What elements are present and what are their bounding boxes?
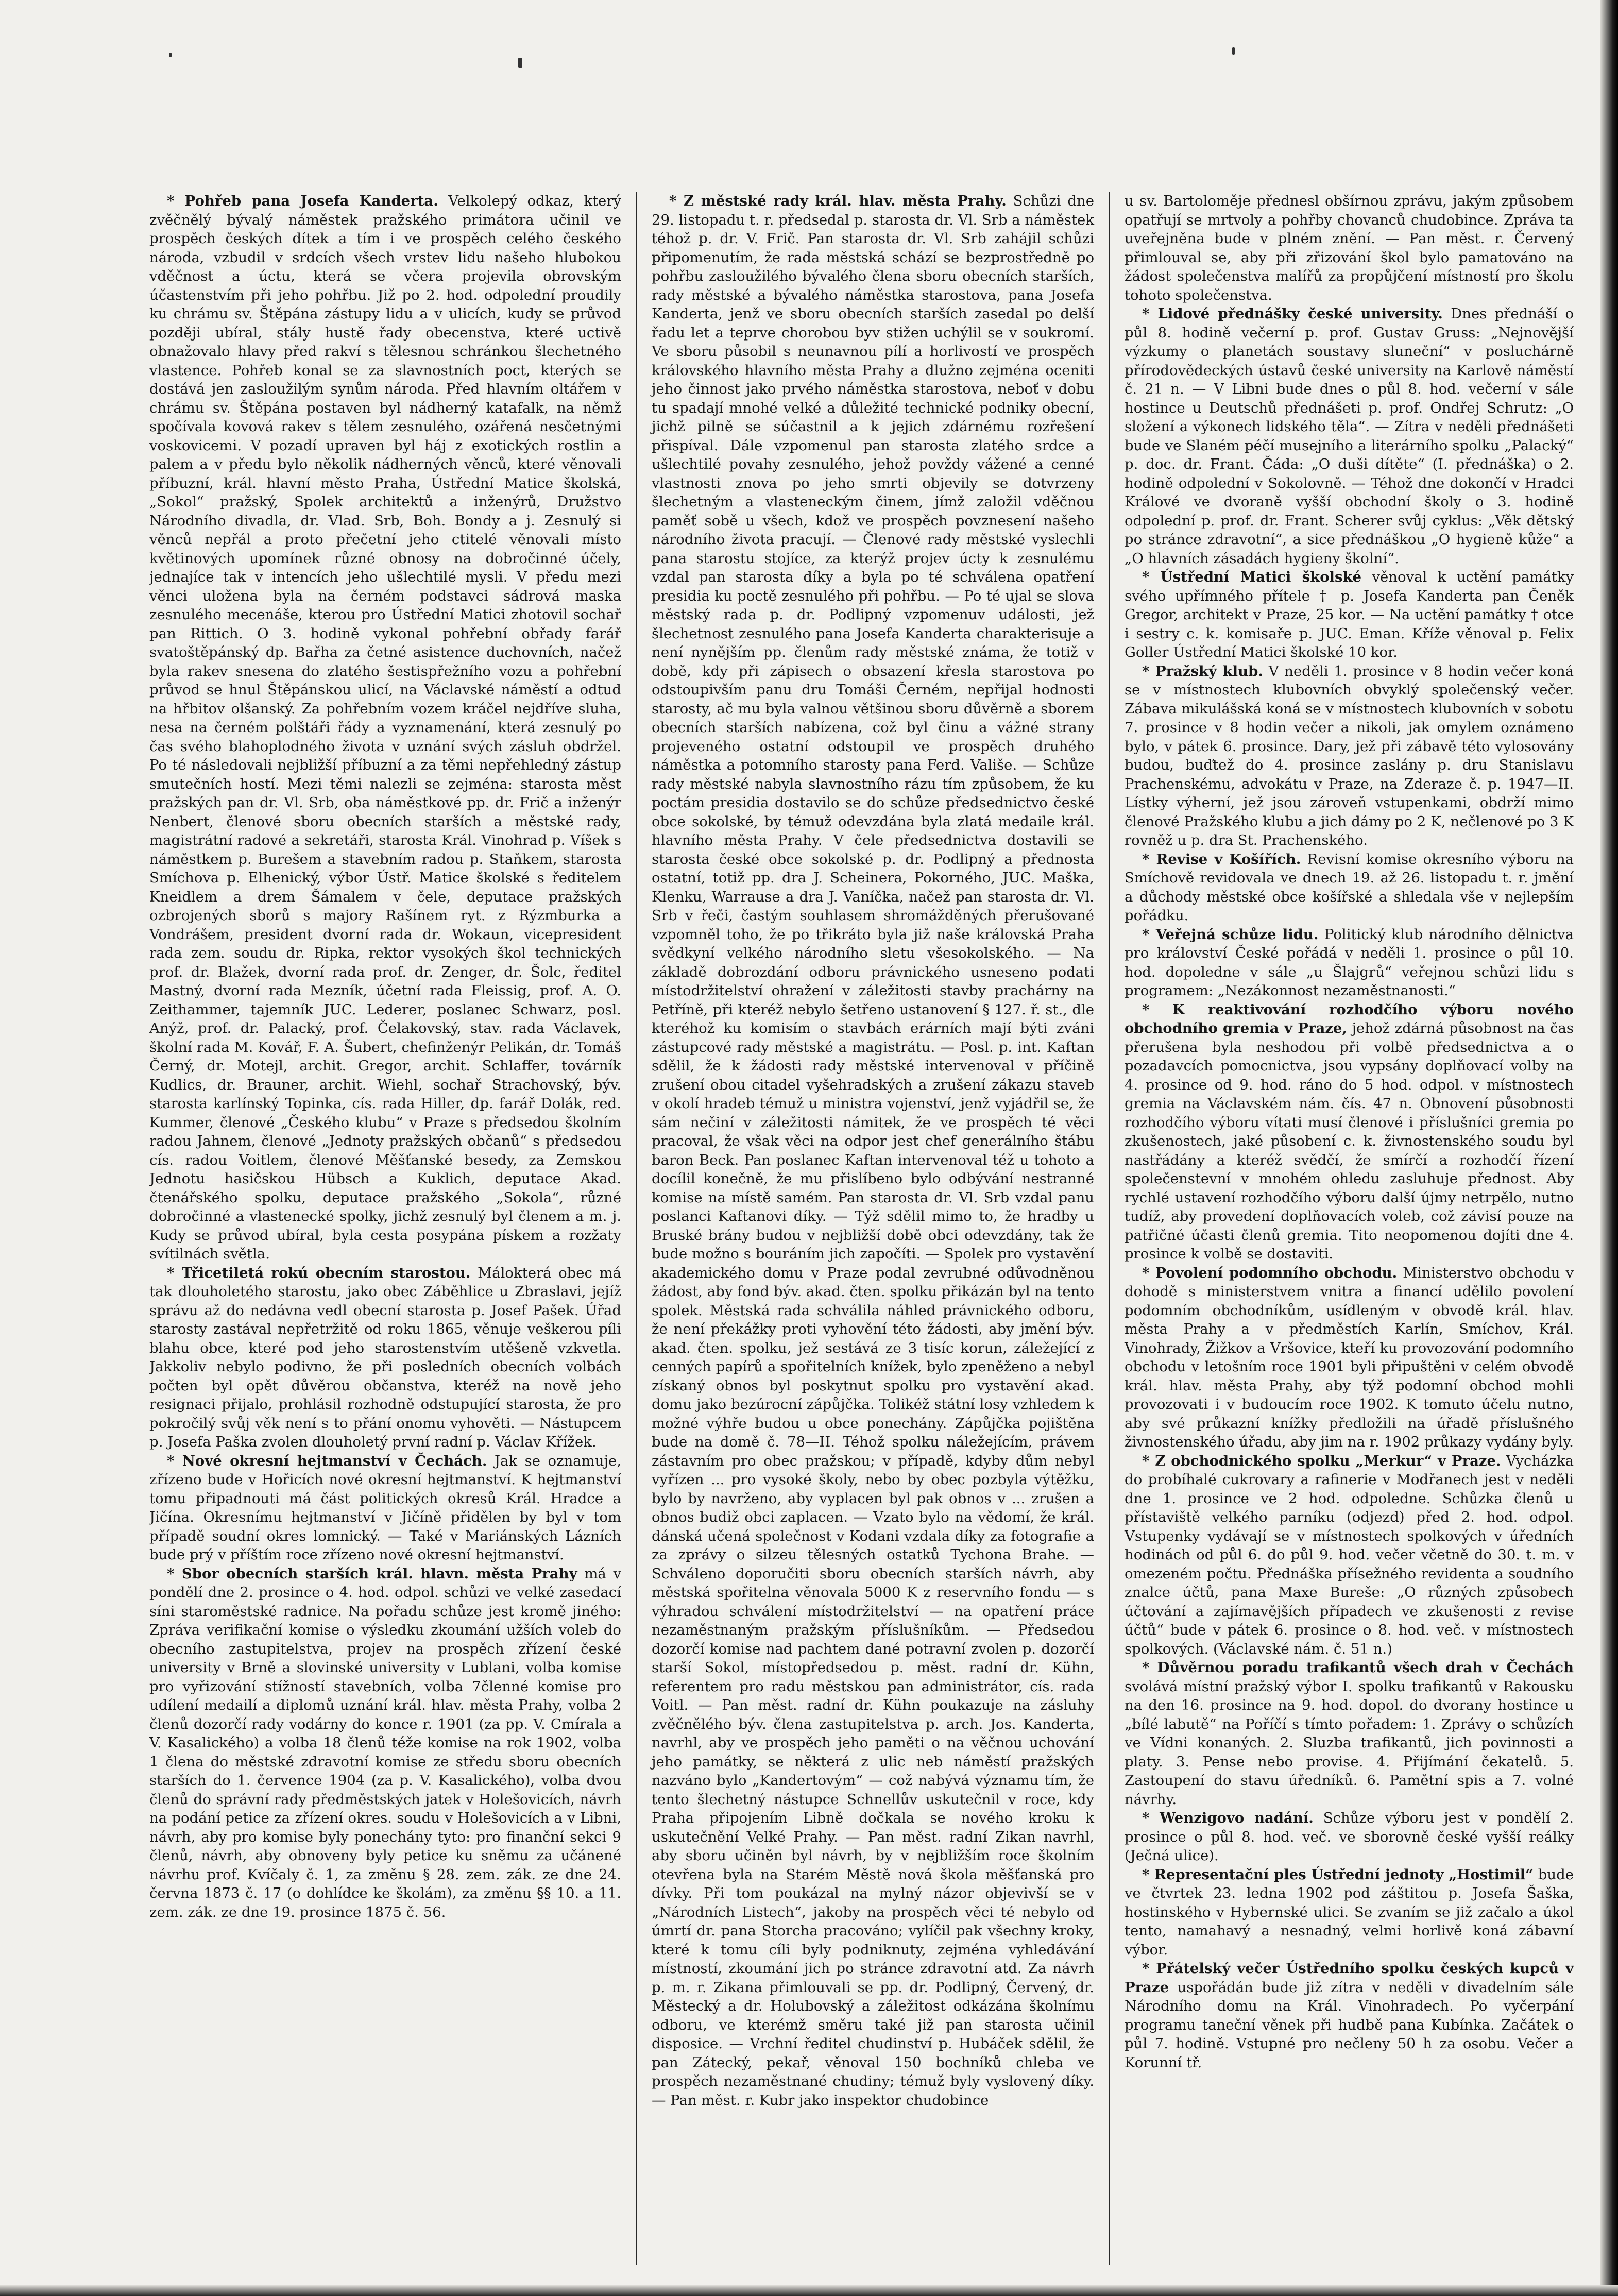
article-heading: * Pohřeb pana Josefa Kanderta. xyxy=(167,193,438,209)
article-body: Jak se oznamuje, zřízeno bude v Hořicích nové okresní hejtmanství. K hejtmanství tomu připadnouti má část politických okresů Král. Hradce a Jičína. Okresnímu hejtmanství v Jičíně přidělen by byl v tom případě soudní okres lomnický. — Také v Mariánských Lázních bude prý v příštím roce zřízeno nové okresní hejtmanství. xyxy=(149,1452,622,1563)
article-body: Schůze výboru jest v pondělí 2. prosince o půl 8. hod. več. ve sborovně české vyšší reálky (Ječná ulice). xyxy=(1125,1810,1574,1864)
article-heading: * Povolení podomního obchodu. xyxy=(1142,1264,1398,1281)
article-heading: * Nové okresní hejtmanství v Čechách. xyxy=(167,1452,487,1469)
article xyxy=(1125,1959,1574,2072)
article-body: Velkolepý odkaz, který zvěčnělý bývalý náměstek pražského primátora učinil ve prospěch českých dítek a tím i ve prospěch celého českého národa, vzbudil v srdcích všech vrstev lidu našeho hlubokou vděčnost a úctu, která se včera projevila obrovským účastenstvím při jeho pohřbu. Již po 2. hod. odpolední proudily ku chrámu sv. Štěpána zástupy lidu a v ulicích, kudy se průvod později ubíral, stály hustě řady obecenstva, které uctivě obnažovalo hlavy před rakví s tělesnou schránkou šlechetného vlastence. Pohřeb konal se za slavnostních poct, kterých se dostává jen zasloužilým synům národa. Před hlavním oltářem v chrámu sv. Štěpána postaven byl nádherný katafalk, na němž spočívala kovová rakev s tělem zesnulého, ozářená nesčetnými voskovicemi. V pozadí upraven byl háj z exotických rostlin a palem a v předu bylo několik nádherných věnců, které věnovali příbuzní, král. hlavní město Praha, Ústřední Matice školská, „Sokol“ pražský, Spolek architektů a inženýrů, Družstvo Národního divadla, dr. Vlad. Srb, Boh. Bondy a j. Zesnulý si věnců nepřál a proto přečetní jeho ctitelé věnovali místo květinových upomínek různé obnosy na dobročinné účely, jednajíce tak v intencích jeho ušlechtilé mysli. V předu mezi věnci uložena byla na černém podstavci sádrová maska zesnulého mecenáše, kterou pro Ústřední Matici zhotovil sochař pan Rittich. O 3. hodině vykonal pohřební obřady farář svatoštěpánský dp. Bařha za četné asistence duchovních, načež byla rakev snesena do zlatého šestispřežního vozu a pohřební průvod se hnul Štěpánskou ulicí, na Václavské náměstí a odtud na hřbitov olšanský. Za pohřebním vozem kráčel nejdříve sluha, nesa na černém polštáři řády a vyznamenání, která zesnulý po čas svého blahoplodného života v uznání svých zásluh obdržel. Po té následovali nejbližší příbuzní a za těmi nepřehledný zástup smutečních hostí. Mezi těmi nalezli se zejména: starosta měst pražských pan dr. Vl. Srb, oba náměstkové pp. dr. Frič a inženýr Nenbert, členové sboru obecních starších a městské rady, magistrátní radové a sekretáři, starosta Král. Vinohrad p. Víšek s náměstkem p. Burešem a stavebním radou p. Staňkem, starosta Smíchova p. Elhenický, výbor Ústř. Matice školské s ředitelem Kneidlem a drem Šámalem v čele, deputace pražských ozbrojených sborů s majory Rašínem ryt. z Rýzmburka a Vondrášem, president dvorní rada dr. Wokaun, vicepresident rada zem. soudu dr. Ripka, rektor vysokých škol technických prof. dr. Blažek, dvorní rada prof. dr. Zenger, dr. Šolc, ředitel Mastný, dvorní rada Mezník, účetní rada Fleissig, prof. A. O. Zeithammer, tajemník JUC. Lederer, poslanec Schwarz, posl. Anýž, prof. dr. Palacký, prof. Čelakovský, stav. rada Václavek, školní rada M. Kovář, F. A. Šubert, chefinženýr Pelikán, dr. Tomáš Černý, dr. Motejl, archit. Gregor, archit. Schlaffer, továrník Kudlics, dr. Brauner, archit. Wiehl, sochař Strachovský, býv. starosta karlínský Topinka, cís. rada Hiller, dp. farář Dolák, red. Kummer, členové „Českého klubu“ v Praze s předsedou školním radou Jahnem, členové „Jednoty pražských občanů“ s předsedou cís. radou Voitlem, členové Měšťanské besedy, za Zemskou Jednotu hasičskou Hübsch a Kuklich, deputace Akad. čtenářského spolku, deputace pražského „Sokola“, různé dobročinné a vlastenecké spolky, jichž zesnulý byl členem a m. j. Kudy se průvod ubíral, byla cesta posypána pískem a rozžaty svítilnách světla. xyxy=(149,193,622,1262)
article-body: Ministerstvo obchodu v dohodě s ministerstvem vnitra a financí udělilo povolení podomním obchodníkům, usídleným v obvodě král. hlav. města Prahy a v předměstích Karlín, Smíchov, Král. Vinohrady, Žižkov a Vršovice, kteří ku provozování podomního obchodu v letošním roce 1901 byli připuštěni v celém obvodě král. hlav. města Prahy, aby týž podomní obchod mohli provozovati i v budoucím roce 1902. K tomuto účelu nutno, aby své průkazní knížky předložili na úřadě příslušného živnostenského úřadu, aby jim na r. 1902 průkazy vydány byly. xyxy=(1125,1264,1574,1450)
article-body: Málokterá obec má tak dlouholetého starostu, jako obec Záběhlice u Zbraslavi, jejíž správu až do nedávna vedl obecní starosta p. Josef Pašek. Úřad starosty zastával nepřetržitě od roku 1865, věnuje veškerou píli blahu obce, které pod jeho starostenstvím utěšeně vzkvetla. Jakkoliv nebylo podivno, že při posledních obecních volbách počten byl opět důvěrou občanstva, kteréž na nově jeho resignaci přijalo, prohlásil rozhodně odstupující starosta, že pro pokročilý svůj věk není s to přání onomu vyhověti. — Nástupcem p. Josefa Paška zvolen dlouholetý první radní p. Václav Křížek. xyxy=(149,1264,621,1450)
article xyxy=(652,192,1094,2110)
article-body: Revisní komise okresního výboru na Smíchově revidovala ve dnech 19. až 26. listopadu t. r. jmění a důchody městské obce košířské a shledala vše v nejlepším pořádku. xyxy=(1125,851,1574,924)
column-3 xyxy=(1109,192,1574,2265)
scan-edge-right xyxy=(1600,0,1618,2296)
article xyxy=(149,1564,621,1922)
article xyxy=(1125,925,1574,1000)
article xyxy=(1125,1264,1574,1452)
article-heading: * Z obchodnického spolku „Merkur“ v Praze. xyxy=(1142,1452,1501,1469)
article-body: bude ve čtvrtek 23. ledna 1902 pod záštitou p. Josefa Šaška, hostinského v Hybernské ulici. Se zvaním se již začalo a úkol tento, namahavý a nesnadný, velmi horlivě koná zábavní výbor. xyxy=(1125,1866,1574,1958)
article-body: V neděli 1. prosince v 8 hodin večer koná se v místnostech klubovních obvyklý společenský večer. Zábava mikulášská koná se v místnostech klubovních v sobotu 7. prosince v 8 hodin večer a nikoli, jak omylem oznámeno bylo, v pátek 6. prosince. Dary, jež při zábavě této vylosovány budou, buďtež do 4. prosince zaslány p. dru Stanislavu Prachenskému, advokátu v Praze, na Zderaze č. p. 1947—II. Lístky výherní, jež jsou zároveň vstupenkami, obdrží mimo členové Pražského klubu a jich dámy po 2 K, nečlenové po 3 K rovněž u p. dra St. Prachenského. xyxy=(1125,662,1574,848)
article xyxy=(1125,1865,1574,1960)
article-heading: * Revise v Košířích. xyxy=(1142,851,1301,868)
article-heading: * Pražský klub. xyxy=(1142,662,1263,679)
ink-speck xyxy=(169,53,172,57)
article-body: věnoval k uctění památky svého upřímného přítele † p. Josefa Kanderta pan Čeněk Gregor, architekt v Praze, 25 kor. — Na uctění památky † otce i sestry c. k. komisaře p. JUC. Eman. Kříže věnoval p. Felix Goller Ústřední Matici školské 10 kor. xyxy=(1125,569,1574,660)
article xyxy=(1125,1452,1574,1659)
article-body: Vycházka do probíhalé cukrovary a rafinerie v Modřanech jest v neděli dne 1. prosince ve 2 hod. odpoledne. Schůzka členů u přístaviště velkého parníku (odjezd) před 2. hod. odpol. Vstupenky vydávají se v místnostech spolkových v úředních hodinách od půl 6. do půl 9. hod. večer včetně do 30. t. m. v omezeném počtu. Přednáška přísežného revidenta a soudního znalce účtů, pana Maxe Bureše: „O různých způsobech účtování a zajímavějších případech ve zkušenosti z revise účtů“ bude v pátek 6. prosince o 8. hod. več. v místnostech spolkových. (Václavské nám. č. 51 n.) xyxy=(1125,1452,1574,1657)
article-body: Politický klub národního dělnictva pro království České pořádá v neděli 1. prosince o půl 10. hod. dopoledne v sále „u Šlajgrů“ veřejnou schůzi lidu s programem: „Nezákonnost nezaměstnanosti.“ xyxy=(1125,926,1574,999)
article-heading: * Z městské rady král. hlav. města Prahy. xyxy=(669,193,1007,209)
article xyxy=(1125,662,1574,850)
article-heading: * Wenzigovo nadání. xyxy=(1142,1810,1314,1826)
scan-edge-bottom xyxy=(0,2285,1618,2296)
column-1 xyxy=(149,192,636,2265)
article-heading: * Důvěrnou poradu trafikantů všech drah v Čechách xyxy=(1142,1659,1574,1676)
article xyxy=(149,1452,621,1564)
column-2 xyxy=(636,192,1109,2265)
article xyxy=(149,1264,621,1452)
article-heading: * Třicetiletá rokú obecním starostou. xyxy=(167,1264,471,1281)
article-body: uspořádán bude již zítra v neděli v divadelním sále Národního domu na Král. Vinohradech. Po vyčerpání programu taneční věnek při hudbě pana Kubínka. Začátek o půl 7. hodině. Vstupné pro nečleny 50 h za osobu. Večer a Korunní tř. xyxy=(1125,1979,1574,2071)
ink-speck xyxy=(1232,47,1235,55)
article-heading: * Přátelský večer Ústředního spolku českých kupců v Praze xyxy=(1125,1960,1574,1996)
text-columns xyxy=(149,192,1574,2265)
article-heading: * Ústřední Matici školské xyxy=(1142,569,1362,585)
article-heading: * Lidové přednášky české university. xyxy=(1142,305,1443,322)
article-heading: * K reaktivování rozhodčího výboru nového obchodního gremia v Praze, xyxy=(1125,1001,1574,1036)
article-heading: * Representační ples Ústřední jednoty „Hostimil“ xyxy=(1142,1866,1534,1883)
article-body: Dnes přednáší o půl 8. hodině večerní p. prof. Gustav Gruss: „Nejnovější výzkumy o planetách soustavy sluneční“ v posluchárně přírodovědeckých ústavů české university na Karlově náměstí č. 21 n. — V Libni bude dnes o půl 8. hod. večerní v sále hostince u Deutschů přednášeti p. prof. Ondřej Schrutz: „O složení a výkonech lidského těla“. — Zítra v neděli přednášeti bude ve Slaném péčí musejního a literárního spolku „Palacký“ p. doc. dr. Frant. Čáda: „O duši dítěte“ (I. přednáška) o 2. hodině odpolední v Sokolovně. — Téhož dne dokončí v Hradci Králové ve dvoraně vyšší obchodní školy o 3. hodině odpolední p. prof. dr. Frant. Scherer svůj cyklus: „Věk dětský po stránce zdravotní“, a sice přednáškou „O hygieně kůže“ a „O hlavních zásadách hygieny školní“. xyxy=(1125,305,1574,567)
article-heading: * Veřejná schůze lidu. xyxy=(1142,926,1319,943)
article-body: jehož zdárná působnost na čas přerušena byla neshodou při volbě předsednictva a o pozadavcích pomocnictva, jsou vypsány doplňovací volby na 4. prosince od 9. hod. ráno do 5 hod. odpol. v místnostech gremia na Václavském nám. čís. 47 n. Obnovení působnosti rozhodčího výboru vítati musí členové i příslušníci gremia po zkušenostech, jaké působení c. k. živnostenského soudu byl nastřádány a kteréž svědčí, že smírčí a rozhodčí řízení společenstevní v mnohém ohledu zasluhuje přednost. Aby rychlé ustavení rozhodčího výboru další újmy netrpělo, nutno tudíž, aby provedení doplňovacích voleb, což závisí pouze na patřičné účasti členů gremia. Tito neopomenou dojíti dne 4. prosince k volbě se dostaviti. xyxy=(1125,1020,1574,1262)
article-continuation xyxy=(1125,192,1574,304)
article-body: Schůzi dne 29. listopadu t. r. předsedal p. starosta dr. Vl. Srb a náměstek téhož p. dr. V. Frič. Pan starosta dr. Vl. Srb zahájil schůzi připomenutím, že rada městská schází se bezprostředně po pohřbu zasloužilého bývalého člena sboru obecních starších, rady městské a bývalého náměstka starostova, pana Josefa Kanderta, jenž ve sboru obecních starších zasedal po delší řadu let a teprve chorobou byv stižen uchýlil se v soukromí. Ve sboru působil s neunavnou pílí a horlivostí ve prospěch královského hlavního města Prahy a dlužno zejména oceniti jeho činnost jako prvého náměstka starostova, neboť v dobu tu spadají mnohé velké a důležité technické podniky obecní, jichž pilně se súčastnil a k jejich zdárnému rozřešení přispíval. Dále vzpomenul pan starosta zlatého srdce a ušlechtilé povahy zesnulého, jehož povždy vážené a cenné vlastnosti znova po jeho smrti objevily se dotvrzeny šlechetným a vlasteneckým činem, jímž založil vděčnou paměť sobě u všech, kdož ve prospěch povznesení našeho národního života pracují. — Členové rady městské vyslechli pana starostu stojíce, za kterýž projev úcty k zesnulému vzdal pan starosta díky a byla po té schválena opatření presidia ku poctě zesnulého při pohřbu. — Po té ujal se slova městský rada p. dr. Podlipný vzpomenuv události, jež šlechetnost zesnulého pana Josefa Kanderta charakterisuje a není nynějším pp. členům rady městské známa, že totiž v době, kdy při zápisech o obsazení křesla starostova po odstoupivším panu dru Tomáši Černém, nepřijal hodnosti starosty, ač mu byla valnou většinou sboru důvěrně a sborem obecních starších nabízena, což byl činu a vážné strany projeveného ostatní odstoupil ve prospěch druhého náměstka a potomního starosty pana Ferd. Vališe. — Schůze rady městské nabyla slavnostního rázu tím způsobem, že ku poctám presidia dostavilo se do schůze předsednictvo české obce sokolské, by témuž odevzdána byla zlatá medaile král. hlavního města Prahy. V čele předsednictva dostavili se starosta české obce sokolské p. dr. Podlipný a přednosta ostatní, totiž pp. dra J. Scheinera, Pokorného, JUC. Maška, Klenku, Warrause a dra J. Vaníčka, načež pan starosta dr. Vl. Srb v řeči, častým souhlasem shromážděných přerušované vzpomněl toho, že po třikráto byla již naše královská Praha svědkyní velkého národního sletu všesokolského. — Na základě dobrozdání odboru právnického usneseno podati místodržitelství ohražení v záležitosti stavby prachárny na Petříně, při kteréž nebylo šetřeno ustanovení § 127. ř. st., dle kteréhož ku komisím o stavbách erárních mají býti zváni zástupcové rady městské a magistrátu. — Posl. p. int. Kaftan sdělil, že k žádosti rady městské intervenoval v příčině zrušení obou citadel vyšehradských a zrušení zákazu staveb v okolí hradeb témuž u ministra vojenství, jenž vyjádřil se, že sám nečiní v záležitosti námitek, že ve prospěch té věci pracoval, že však věci na odpor jest chef generálního štábu baron Beck. Pan poslanec Kaftan intervenoval též u tohoto a docílil konečně, že mu přislíbeno bylo odbývání nestranné komise na místě samém. Pan starosta dr. Vl. Srb vzdal panu poslanci Kaftanovi díky. — Týž sdělil mimo to, že hradby u Bruské brány budou v nejbližší době obci odevzdány, tak že bude možno s bouráním jich započíti. — Spolek pro vystavění akademického domu v Praze podal zevrubné odůvodněnou žádost, aby fond býv. akad. čten. spolku přikázán byl na tento spolek. Městská rada schválila náhled právnického odboru, že není překážky proti vyhovění této žádosti, aby jmění býv. akad. čten. spolku, jež sestává ze 3 tisíc korun, záležející z cenných papírů a spořitelních knížek, bylo zpeněženo a nebyl získaný obnos byl poskytnut spolku pro vystavění akad. domu jako bezúrocní zápůjčka. Tolikéž státní losy vzhledem k možné výhře budou u obce ponechány. Zápůjčka pojištěna bude na domě č. 78—II. Téhož spolku náležejícím, právem zástavním pro obec pražskou; v případě, kdyby dům nebyl vyřízen ... pro vysoké školy, nebo by obec pozbyla výtěžku, bylo by navrženo, aby vyplacen byl pak obnos v ... zrušen a obnos budiž obci zaplacen. — Vzato bylo na vědomí, že král. dánská učená společnost v Kodani vzdala díky za fotografie a za zprávy o silzeu tělesných ostatků Tychona Brahe. — Schváleno doporučiti sboru obecních starších návrh, aby městská spořitelna věnovala 5000 K z reservního fondu — s výhradou schválení místodržitelství — na opatření práce nezaměstnaným pražským příslušníkům. — Předsedou dozorčí komise nad pachtem dané potravní zvolen p. dozorčí starší Sokol, místopředsedou p. měst. radní dr. Kühn, referentem pro radu městskou pan administrátor, cís. rada Voitl. — Pan měst. radní dr. Kühn poukazuje na zásluhy zvěčnělého býv. člena zastupitelstva p. arch. Jos. Kanderta, navrhl, aby ve prospěch jeho paměti o na věčnou uchování jeho památky, se některá z ulic neb náměstí pražských nazváno bylo „Kandertovým“ — což nabývá významu tím, že tento šlechetný nástupce Schnellův uskutečnil v roce, kdy Praha připojením Libně dočkala se nového kroku k uskutečnění Velké Prahy. — Pan měst. radní Zikan navrhl, aby sboru učiněn byl návrh, by v nejbližším roce školním otevřena byla na Starém Městě nová škola měšťanská pro dívky. Při tom poukázal na mylný názor objevivší se v „Národních Listech“, jakoby na prospěch věci té nebylo od úmrtí dr. pana Storcha pracováno; vylíčil pak všechny kroky, které k tomu cíli byly podniknuty, zejména vyhledávání místností, zkoumání jich po stránce zdravotní atd. Za návrh p. m. r. Zikana přimlouvali se pp. dr. Podlipný, Červený, dr. Městecký a dr. Holubovský a záležitost odkázána školnímu odboru, ve kterémž směru také již pan starosta učinil disposice. — Vrchní ředitel chudinství p. Hubáček sdělil, že pan Zátecký, pekař, věnoval 150 bochníků chleba ve prospěch nezaměstnané chudiny; témuž byly vyslovený díky. — Pan měst. r. Kubr jako inspektor chudobince xyxy=(652,193,1095,2108)
article xyxy=(1125,304,1574,568)
article-body: má v pondělí dne 2. prosince o 4. hod. odpol. schůzi ve velké zasedací síni staroměstské radnice. Na pořadu schůze jest kromě jiného: Zpráva verifikační komise o výsledku zkoumání užších voleb do obecního zastupitelstva, projev na prospěch zřízení české university v Brně a slovinské university v Lublani, volba komise pro vyřizování stížností stavebních, volba 7členné komise pro udílení medailí a diplomů uznání král. hlav. města Prahy, volba 2 členů dozorčí rady vodárny do konce r. 1901 (za pp. V. Cmírala a V. Kasalického) a volba 18 členů téže komise na rok 1902, volba 1 člena do městské zdravotní komise ze středu sboru obecních starších do 1. července 1904 (za p. V. Kasalického), volba dvou členů do správní rady předměstských jatek v Holešovicích, návrh na podání petice za zřízení okres. soudu v Holešovicích a v Libni, návrh, aby pro komise byly ponechány tyto: pro finanční sekci 9 členů, návrh, aby obnoveny byly petice ku sněmu za učánené návrhu prof. Kvíčaly č. 1, za změnu § 28. zem. zák. ze dne 24. června 1873 č. 17 (o dohlídce ke školám), za změnu §§ 10. a 11. zem. zák. ze dne 19. prosince 1875 č. 56. xyxy=(149,1565,621,1920)
article-body: svolává místní pražský výbor I. spolku trafikantů v Rakousku na den 16. prosince na 9. hod. dopol. do dvorany hostince u „bílé labutě“ na Poříčí s tímto pořadem: 1. Zprávy o schůzích ve Vídni konaných. 2. Sluzba trafikantů, jich povinnosti a platy. 3. Pense nebo provise. 4. Přijímání čekatelů. 5. Zastoupení do stavu úředníků. 6. Pamětní spis a 7. volné návrhy. xyxy=(1125,1678,1574,1808)
article xyxy=(149,192,621,1264)
article-heading: * Sbor obecních starších král. hlavn. města Prahy xyxy=(167,1565,577,1582)
article xyxy=(1125,1809,1574,1865)
ink-speck xyxy=(518,58,522,68)
article xyxy=(1125,1000,1574,1264)
article xyxy=(1125,568,1574,662)
article xyxy=(1125,850,1574,925)
article xyxy=(1125,1658,1574,1809)
article-body: u sv. Bartoloměje přednesl obšírnou zprávu, jakým způsobem opatřují se mrtvoly a pohřby chovanců chudobince. Zpráva ta uveřejněna bude v plném znění. — Pan měst. r. Červený přimlouval se, aby při zřizování škol bylo pamatováno na žádost společenstva malířů za propůjčení místností pro školu tohoto společenstva. xyxy=(1125,193,1574,303)
